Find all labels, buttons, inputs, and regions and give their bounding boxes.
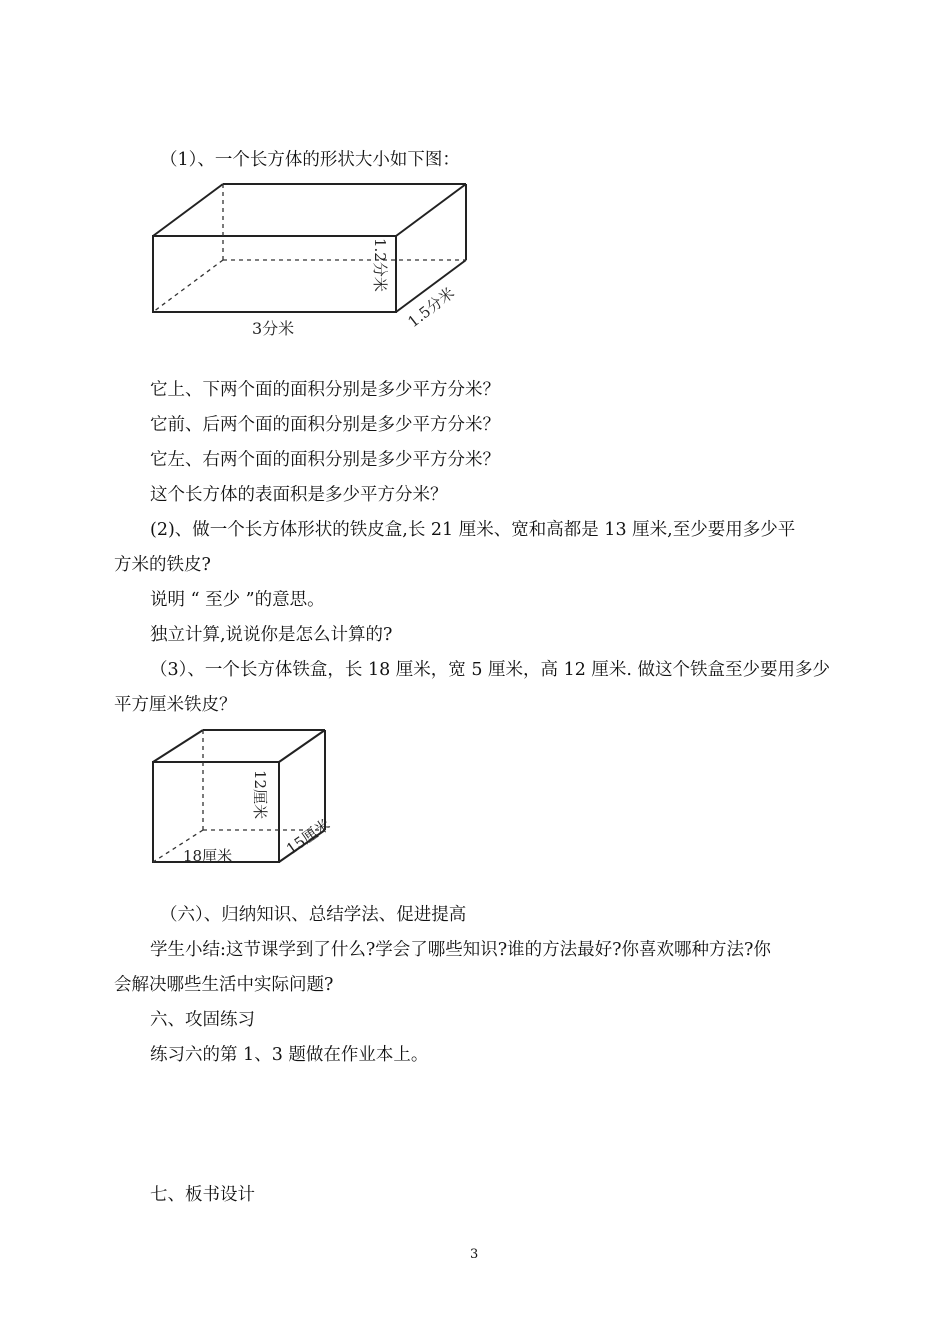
cuboid-diagram-1 bbox=[145, 176, 485, 346]
question-2-line-2: 方米的铁皮? bbox=[114, 555, 211, 575]
question-1-title: （1）、一个长方体的形状大小如下图： bbox=[160, 150, 460, 170]
practice-title: 六、攻固练习 bbox=[150, 1010, 255, 1030]
question-3-line-2: 平方厘米铁皮？ bbox=[114, 695, 237, 715]
fig1-length-label: 3分米 bbox=[252, 319, 295, 338]
figure-2-cuboid bbox=[145, 722, 355, 874]
fig2-length-label: 18厘米 bbox=[183, 847, 233, 865]
question-1-line-1: 它上、下两个面的面积分别是多少平方分米？ bbox=[150, 380, 500, 400]
summary-line-1: 学生小结:这节课学到了什么?学会了哪些知识?谁的方法最好?你喜欢哪种方法?你 bbox=[150, 940, 771, 960]
fig2-height-label: 12厘米 bbox=[251, 770, 269, 820]
question-1-line-2: 它前、后两个面的面积分别是多少平方分米？ bbox=[150, 415, 500, 435]
section-6-title: （六）、归纳知识、总结学法、促进提高 bbox=[160, 905, 467, 925]
question-2-explain: 说明 “ 至少 ”的意思。 bbox=[150, 590, 325, 610]
question-1-line-4: 这个长方体的表面积是多少平方分米？ bbox=[150, 485, 448, 505]
question-2-line-1: (2)、做一个长方体形状的铁皮盒,长 21 厘米、宽和高都是 13 厘米,至少要用多少平 bbox=[150, 520, 796, 540]
fig1-width-label: 1.5分米 bbox=[404, 283, 458, 332]
question-1-line-3: 它左、右两个面的面积分别是多少平方分米？ bbox=[150, 450, 500, 470]
board-design-title: 七、板书设计 bbox=[150, 1185, 255, 1205]
fig2-width-label: 15厘米 bbox=[282, 815, 334, 859]
page-number: 3 bbox=[470, 1247, 479, 1262]
fig1-height-label: 1.2分米 bbox=[371, 238, 389, 292]
cuboid-diagram-2 bbox=[145, 722, 355, 870]
question-2-compute: 独立计算,说说你是怎么计算的? bbox=[150, 625, 393, 645]
practice-text: 练习六的第 1、3 题做在作业本上。 bbox=[150, 1045, 429, 1065]
figure-1-cuboid bbox=[145, 176, 485, 350]
summary-line-2: 会解决哪些生活中实际问题? bbox=[114, 975, 334, 995]
question-3-line-1: （3）、一个长方体铁盒，长 18 厘米，宽 5 厘米，高 12 厘米. 做这个铁盒至少要用多少 bbox=[150, 660, 831, 680]
